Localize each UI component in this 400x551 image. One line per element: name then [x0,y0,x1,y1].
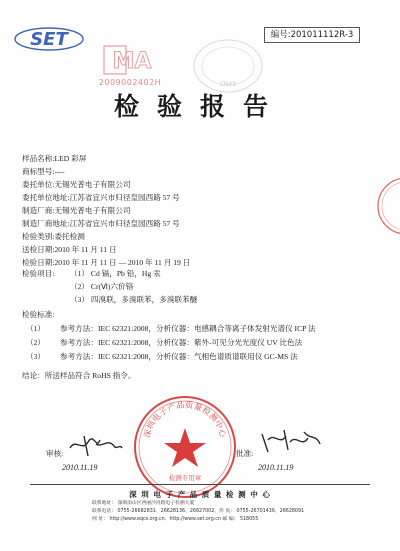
field-value: 江苏省宜兴市归径皇园西路 57 号 [69,219,180,228]
footer-address: 联系地址： 深圳南山区西丽沙河路电子检测大厦 [92,501,195,506]
cma-code: 2009002402H [98,78,162,87]
item-row: （2） Cr(Ⅵ)六价铬 [70,282,134,291]
field-label: 送检日期: [22,245,55,254]
cma-label: MA [112,49,152,74]
field-value: 委托检测 [54,232,85,241]
field-label: 检验日期: [22,258,55,267]
field-manufacturer [22,206,130,216]
field-test-date [22,258,190,268]
report-number: 编号:201011112R-3 [264,27,360,43]
field-submission-date [22,245,117,255]
conclusion: 结论：所送样品符合 RoHS 指令。 [22,371,136,380]
standard-no: （1） [26,324,45,333]
approve-label: 批准: [236,449,254,458]
field-label: 制造厂商地址: [22,219,70,228]
footer-website: 网 址： http://www.eqcs.org.cn、http://www.set.org.cn 邮 编： 518055 [92,517,259,522]
field-test-category [22,232,85,242]
review-label: 审核: [46,449,64,458]
footer-phone: 联系电话： 0755-26682831、26628136、26627002、传 真： 0755-26701436、26628091 [92,509,305,514]
report-title: 检验报告 [113,92,286,121]
standard-text: 参考方法：IEC 62321:2008，分析仪器：电感耦合等离子体发射光谱仪 ICP 法 [60,324,316,333]
cnas-label: CNAS [219,81,237,88]
standards-label: 检验标准: [22,310,55,319]
field-sample-name [22,154,86,164]
logo-text: SET [30,29,68,50]
field-label: 制造厂商: [22,206,55,215]
stamp-text: 深圳电子产品质量检测中心 [142,400,228,439]
approve-date: 2010.11.19 [258,463,294,472]
field-label: 委托单位地址: [22,193,70,202]
stamp-star-icon [164,428,206,467]
items-label: 检验项目: [22,269,55,278]
field-client-address [22,193,180,203]
footer-organization: 深 圳 电 子 产 品 质 量 检 测 中 心 [129,490,271,499]
field-value: 2010 年 11 月 11 日 [54,245,117,254]
field-label: 委托单位: [22,180,55,189]
field-manufacturer-address [22,219,180,229]
field-label: 商标型号: [22,167,55,176]
standard-text: 参考方法：IEC 62321:2008，分析仪器：气相色谱质谱联用仪 GC-MS 法 [60,352,298,361]
field-label: 检验类别: [22,232,55,241]
field-value: 无锡光普电子有限公司 [54,206,131,215]
field-value: ---- [54,167,65,176]
item-row: （3） 四溴联，多溴联苯，多溴联苯醚 [70,295,198,304]
official-stamp [130,392,240,502]
review-signature [66,430,124,460]
field-value: LED 彩屏 [54,154,87,163]
standard-no: （3） [26,352,45,361]
field-value: 无锡光普电子有限公司 [54,180,131,189]
field-trademark [22,167,65,177]
side-stamp [372,176,400,236]
cnas-mark [190,36,266,96]
field-label: 样品名称: [22,154,55,163]
field-value: 2010 年 11 月 11 日 — 2010 年 11 月 19 日 [54,258,191,267]
field-client [22,180,130,190]
set-logo [14,26,84,52]
item-row: （1） Cd 镉，Pb 铅，Hg 汞 [70,269,161,278]
review-date: 2010.11.19 [62,463,98,472]
footer-divider [30,484,370,485]
field-value: 江苏省宜兴市归径皇园西路 57 号 [69,193,180,202]
standard-text: 参考方法：IEC 62321:2008，分析仪器：紫外-可见分光光度仪 UV 比色法 [60,338,303,347]
approve-signature [258,424,324,458]
standard-no: （2） [26,338,45,347]
stamp-subtext: 检测专用章 [168,474,202,482]
